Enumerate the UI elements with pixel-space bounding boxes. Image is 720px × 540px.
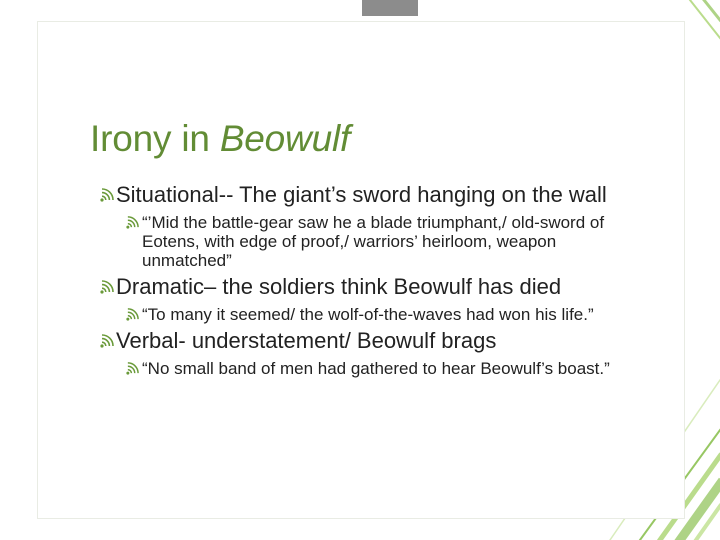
bullet-label: Verbal- understatement/ Beowulf brags [116, 328, 497, 353]
title-italic: Beowulf [219, 118, 351, 159]
wifi-signal-icon [100, 280, 114, 294]
bullet-verbal [100, 328, 660, 354]
bullet-list [100, 182, 660, 381]
top-tab-decoration [362, 0, 418, 16]
bullet-label: Dramatic– the soldiers think Beowulf has died [116, 274, 562, 299]
slide-title [90, 118, 350, 160]
sub-bullet-quote [126, 359, 638, 378]
wifi-signal-icon [126, 216, 139, 229]
bullet-label: Situational-- The giant’s sword hanging on the wall [116, 182, 607, 207]
sub-bullet-text: “To many it seemed/ the wolf-of-the-waves had won his life.” [142, 305, 594, 324]
sub-bullet-text: “’Mid the battle-gear saw he a blade triumphant,/ old-sword of Eotens, with edge of proof,/ warriors’ heirloom, weapon unmatched” [142, 213, 605, 270]
sub-bullet-quote [126, 305, 638, 324]
sub-bullet-quote [126, 213, 638, 270]
sub-bullet-text: “No small band of men had gathered to hear Beowulf’s boast.” [142, 359, 610, 378]
bullet-dramatic [100, 274, 660, 300]
title-main: Irony in [90, 118, 220, 159]
wifi-signal-icon [100, 334, 114, 348]
bullet-situational [100, 182, 660, 208]
wifi-signal-icon [100, 188, 114, 202]
wifi-signal-icon [126, 308, 139, 321]
wifi-signal-icon [126, 362, 139, 375]
